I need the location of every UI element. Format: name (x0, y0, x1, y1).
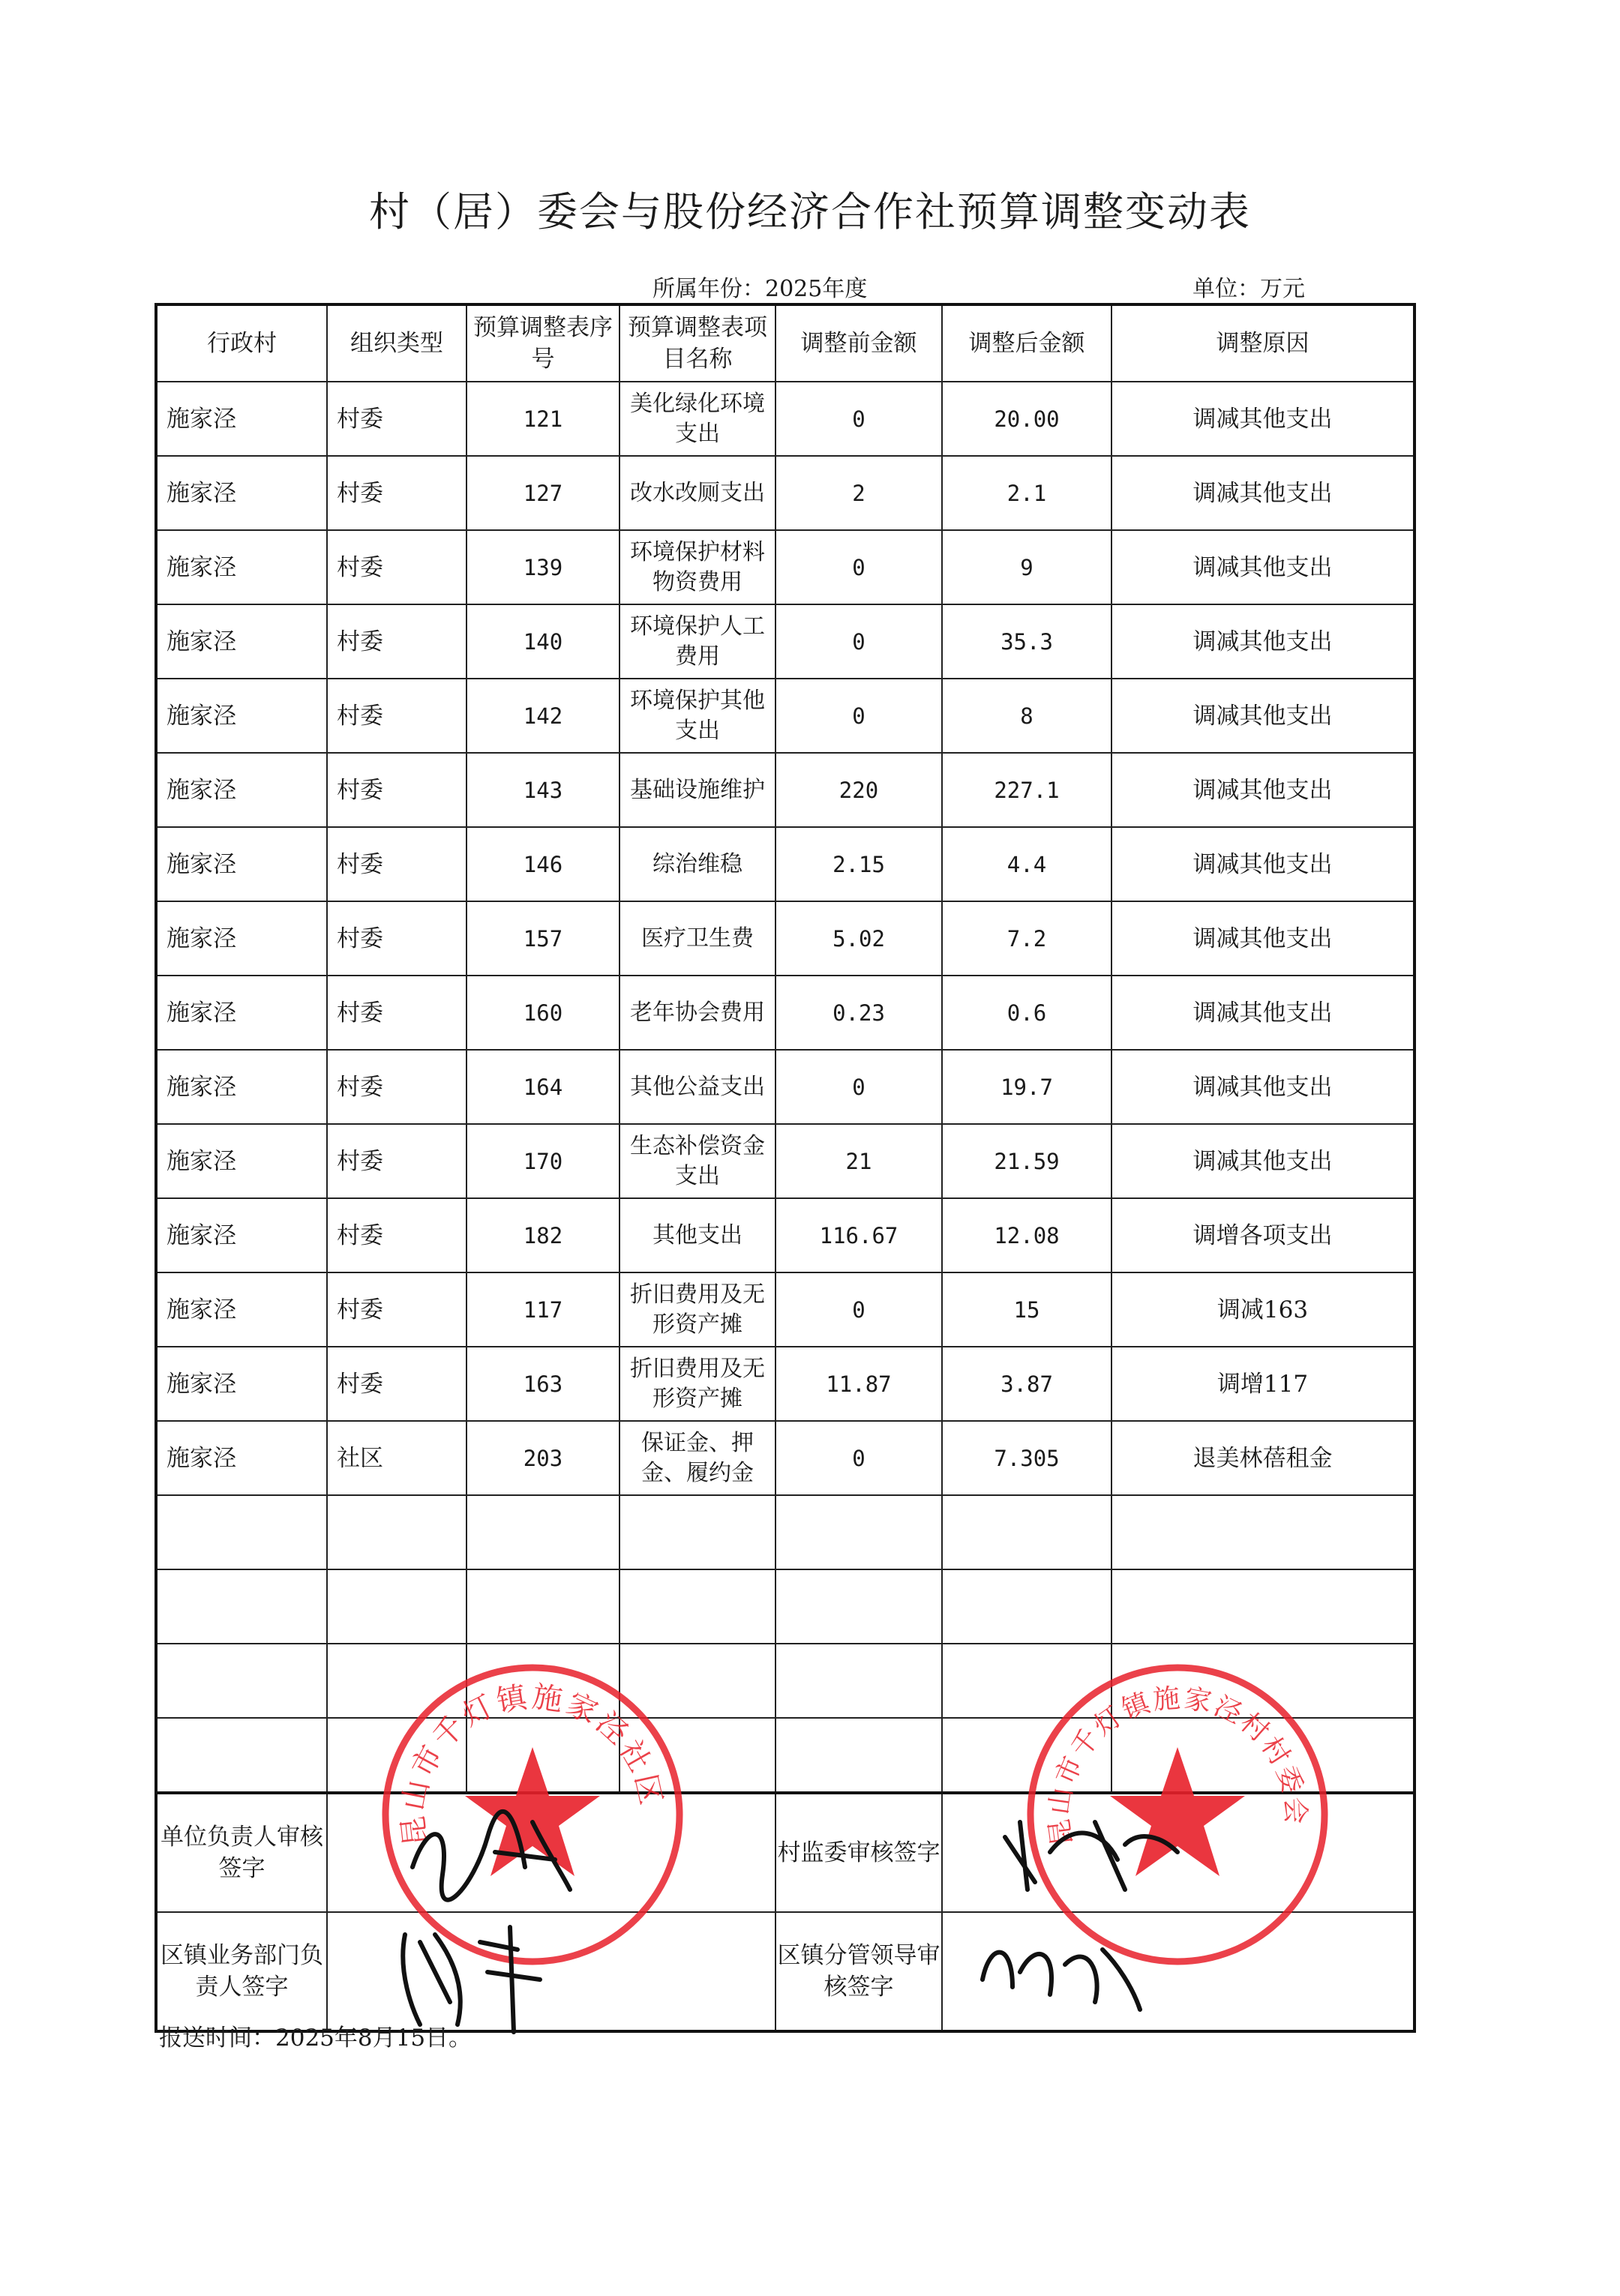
cell-before: 0 (776, 1272, 942, 1347)
cell-type: 村委 (327, 753, 466, 827)
header-before-amount: 调整前金额 (776, 304, 942, 382)
cell-item: 其他公益支出 (620, 1050, 776, 1124)
cell-reason: 退美林蓓租金 (1112, 1421, 1414, 1495)
cell-after: 9 (942, 530, 1112, 604)
svg-text:昆山市千灯镇施家泾村村委会: 昆山市千灯镇施家泾村村委会 (1043, 1683, 1311, 1848)
cell-before: 0 (776, 679, 942, 753)
empty-row (156, 1569, 1414, 1644)
cell-before: 0 (776, 604, 942, 679)
district-leader-label: 区镇分管领导审核签字 (776, 1912, 942, 2031)
cell-item: 综治维稳 (620, 827, 776, 901)
table-row (156, 1347, 1414, 1421)
cell-before: 0.23 (776, 976, 942, 1050)
table-row (156, 1421, 1414, 1495)
cell-type: 村委 (327, 382, 466, 456)
cell-before: 116.67 (776, 1198, 942, 1272)
cell-village: 施家泾 (156, 976, 327, 1050)
cell-reason: 调减其他支出 (1112, 901, 1414, 976)
cell-item: 环境保护人工费用 (620, 604, 776, 679)
cell-seq: 163 (466, 1347, 620, 1421)
cell-item: 生态补偿资金支出 (620, 1124, 776, 1198)
cell-item: 折旧费用及无形资产摊 (620, 1347, 776, 1421)
cell-reason: 调减其他支出 (1112, 1050, 1414, 1124)
signature-district-leader (968, 1920, 1148, 2017)
cell-after: 227.1 (942, 753, 1112, 827)
cell-type: 村委 (327, 901, 466, 976)
cell-before: 21 (776, 1124, 942, 1198)
cell-seq: 127 (466, 456, 620, 530)
cell-seq: 157 (466, 901, 620, 976)
cell-before: 0 (776, 530, 942, 604)
cell-after: 3.87 (942, 1347, 1112, 1421)
cell-reason: 调增117 (1112, 1347, 1414, 1421)
cell-type: 村委 (327, 1347, 466, 1421)
cell-item: 改水改厕支出 (620, 456, 776, 530)
cell-type: 村委 (327, 679, 466, 753)
table-row (156, 382, 1414, 456)
cell-type: 村委 (327, 1050, 466, 1124)
cell-before: 2.15 (776, 827, 942, 901)
cell-after: 8 (942, 679, 1112, 753)
unit-label: 单位：万元 (1192, 276, 1305, 302)
header-after-amount: 调整后金额 (942, 304, 1112, 382)
cell-seq: 160 (466, 976, 620, 1050)
header-village: 行政村 (156, 304, 327, 382)
cell-reason: 调增各项支出 (1112, 1198, 1414, 1272)
cell-before: 5.02 (776, 901, 942, 976)
unit-head-label: 单位负责人审核签字 (156, 1793, 327, 1912)
cell-item: 环境保护其他支出 (620, 679, 776, 753)
cell-reason: 调减163 (1112, 1272, 1414, 1347)
signature-unit-head (405, 1807, 578, 1905)
cell-seq: 142 (466, 679, 620, 753)
cell-village: 施家泾 (156, 604, 327, 679)
cell-reason: 调减其他支出 (1112, 1124, 1414, 1198)
cell-after: 19.7 (942, 1050, 1112, 1124)
table-row (156, 753, 1414, 827)
cell-village: 施家泾 (156, 1124, 327, 1198)
table-row (156, 901, 1414, 976)
cell-type: 村委 (327, 456, 466, 530)
cell-after: 20.00 (942, 382, 1112, 456)
cell-before: 2 (776, 456, 942, 530)
cell-village: 施家泾 (156, 382, 327, 456)
cell-type: 社区 (327, 1421, 466, 1495)
cell-type: 村委 (327, 530, 466, 604)
cell-village: 施家泾 (156, 1272, 327, 1347)
table-header-row (156, 304, 1414, 382)
cell-reason: 调减其他支出 (1112, 753, 1414, 827)
cell-seq: 164 (466, 1050, 620, 1124)
table-row (156, 456, 1414, 530)
table-row (156, 679, 1414, 753)
cell-seq: 182 (466, 1198, 620, 1272)
cell-seq: 143 (466, 753, 620, 827)
cell-reason: 调减其他支出 (1112, 827, 1414, 901)
cell-before: 0 (776, 1050, 942, 1124)
cell-village: 施家泾 (156, 1198, 327, 1272)
cell-village: 施家泾 (156, 679, 327, 753)
cell-before: 0 (776, 382, 942, 456)
cell-reason: 调减其他支出 (1112, 456, 1414, 530)
village-supervision-label: 村监委审核签字 (776, 1793, 942, 1912)
cell-type: 村委 (327, 604, 466, 679)
cell-village: 施家泾 (156, 1050, 327, 1124)
cell-seq: 121 (466, 382, 620, 456)
cell-type: 村委 (327, 1272, 466, 1347)
district-dept-label: 区镇业务部门负责人签字 (156, 1912, 327, 2031)
cell-seq: 117 (466, 1272, 620, 1347)
cell-item: 折旧费用及无形资产摊 (620, 1272, 776, 1347)
cell-village: 施家泾 (156, 1347, 327, 1421)
cell-village: 施家泾 (156, 827, 327, 901)
cell-after: 7.305 (942, 1421, 1112, 1495)
cell-after: 21.59 (942, 1124, 1112, 1198)
svg-text:昆山市千灯镇施家泾社区: 昆山市千灯镇施家泾社区 (395, 1679, 669, 1848)
cell-item: 其他支出 (620, 1198, 776, 1272)
cell-before: 0 (776, 1421, 942, 1495)
cell-item: 保证金、押金、履约金 (620, 1421, 776, 1495)
cell-village: 施家泾 (156, 753, 327, 827)
cell-reason: 调减其他支出 (1112, 530, 1414, 604)
submission-date: 报送时间：2025年8月15日。 (159, 2025, 472, 2052)
cell-after: 15 (942, 1272, 1112, 1347)
cell-item: 基础设施维护 (620, 753, 776, 827)
cell-type: 村委 (327, 976, 466, 1050)
cell-after: 35.3 (942, 604, 1112, 679)
cell-after: 12.08 (942, 1198, 1112, 1272)
cell-type: 村委 (327, 1198, 466, 1272)
cell-after: 7.2 (942, 901, 1112, 976)
table-row (156, 530, 1414, 604)
empty-row (156, 1495, 1414, 1569)
cell-type: 村委 (327, 827, 466, 901)
table-row (156, 1272, 1414, 1347)
cell-reason: 调减其他支出 (1112, 976, 1414, 1050)
cell-item: 美化绿化环境支出 (620, 382, 776, 456)
cell-seq: 146 (466, 827, 620, 901)
cell-type: 村委 (327, 1124, 466, 1198)
cell-reason: 调减其他支出 (1112, 604, 1414, 679)
cell-before: 220 (776, 753, 942, 827)
cell-seq: 139 (466, 530, 620, 604)
table-row (156, 604, 1414, 679)
cell-item: 老年协会费用 (620, 976, 776, 1050)
cell-village: 施家泾 (156, 1421, 327, 1495)
cell-after: 2.1 (942, 456, 1112, 530)
cell-village: 施家泾 (156, 901, 327, 976)
cell-reason: 调减其他支出 (1112, 679, 1414, 753)
cell-village: 施家泾 (156, 530, 327, 604)
header-seq: 预算调整表序号 (466, 304, 620, 382)
page-title: 村（居）委会与股份经济合作社预算调整变动表 (369, 188, 1251, 235)
signature-village-supervision (990, 1807, 1185, 1905)
table-row (156, 1124, 1414, 1198)
cell-reason: 调减其他支出 (1112, 382, 1414, 456)
table-row (156, 827, 1414, 901)
table-row (156, 1050, 1414, 1124)
table-row (156, 976, 1414, 1050)
cell-after: 0.6 (942, 976, 1112, 1050)
cell-seq: 170 (466, 1124, 620, 1198)
header-org-type: 组织类型 (327, 304, 466, 382)
year-label: 所属年份：2025年度 (652, 276, 868, 302)
header-item-name: 预算调整表项目名称 (620, 304, 776, 382)
cell-after: 4.4 (942, 827, 1112, 901)
cell-seq: 203 (466, 1421, 620, 1495)
header-reason: 调整原因 (1112, 304, 1414, 382)
cell-item: 环境保护材料物资费用 (620, 530, 776, 604)
cell-seq: 140 (466, 604, 620, 679)
cell-before: 11.87 (776, 1347, 942, 1421)
cell-village: 施家泾 (156, 456, 327, 530)
table-row (156, 1198, 1414, 1272)
cell-item: 医疗卫生费 (620, 901, 776, 976)
